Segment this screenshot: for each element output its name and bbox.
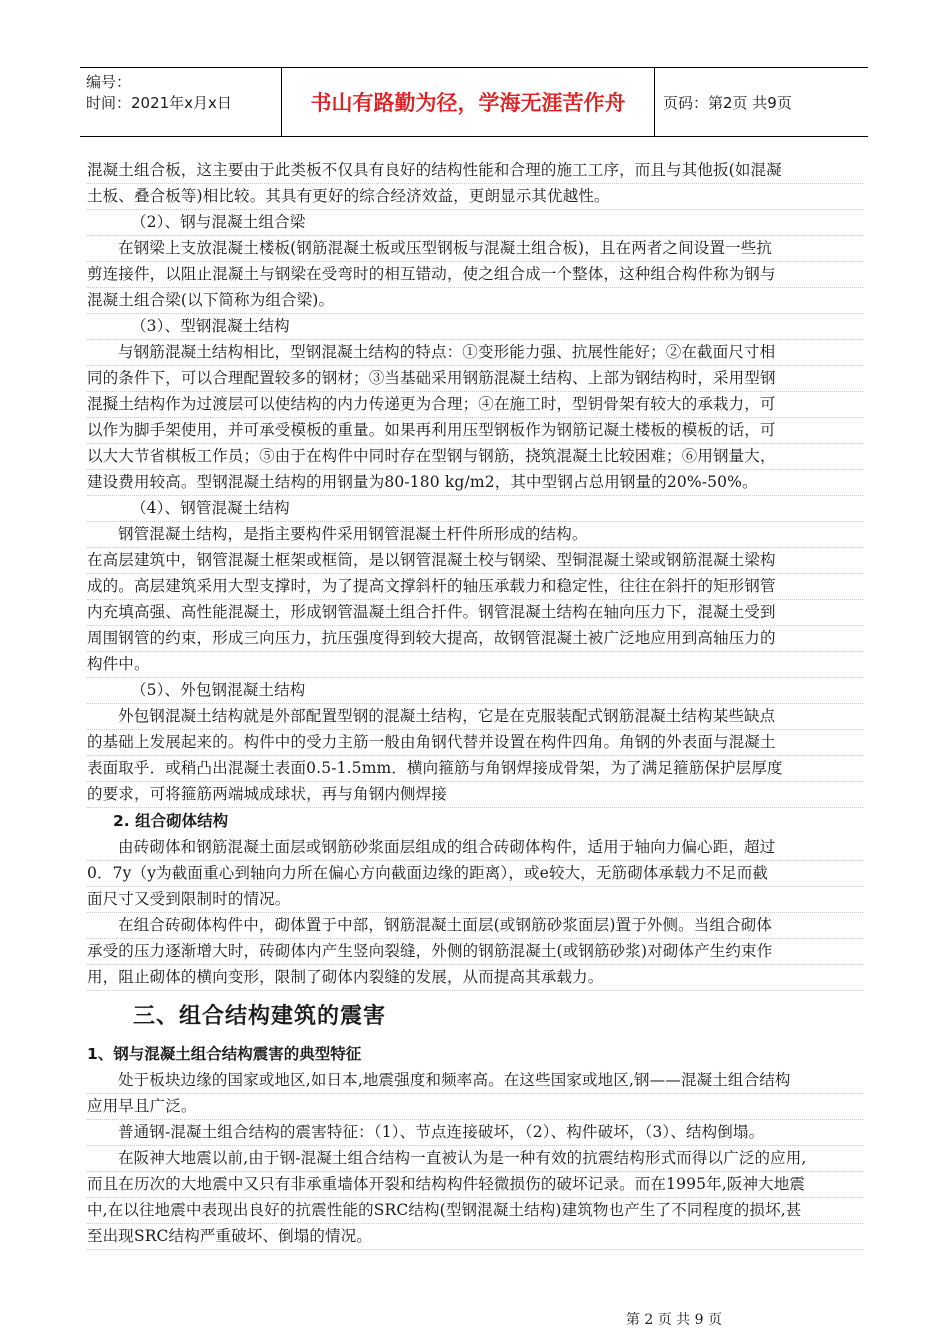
text-line: 中,在以往地震中表现出良好的抗震性能的SRC结构(型钢混凝土结构)建筑物也产生了不同程度的损坏,甚 bbox=[87, 1198, 863, 1224]
text-line: 成的。高层建筑采用大型支撑时，为了提高文撑斜杆的轴压承载力和稳定性，往往在斜扞的矩形钢管 bbox=[87, 574, 863, 600]
subsection-title: 1、钢与混凝土组合结构震害的典型特征 bbox=[87, 1045, 362, 1063]
text-line: 至出现SRC结构严重破坏、倒塌的情况。 bbox=[87, 1224, 863, 1250]
text-line: 处于板块边缘的国家或地区,如日本,地震强度和频率高。在这些国家或地区,钢——混凝土组合结构 bbox=[87, 1068, 863, 1094]
text-line: 混凝土组合梁(以下简称为组合梁)。 bbox=[87, 288, 863, 314]
text-line: 由砖砌体和钢筋混凝土面层或钢筋砂浆面层组成的组合砖砌体构件，适用于轴向力偏心距，超过 bbox=[87, 835, 863, 861]
text-line: 普通钢-混凝土组合结构的震害特征：（1）、节点连接破坏，（2）、构件破坏，（3）、结构倒塌。 bbox=[87, 1120, 863, 1146]
doc-number-label: 编号： bbox=[86, 73, 132, 91]
text-line: 表面取乎．或稍凸出混凝土表面0.5-1.5mm．横向箍筋与角钢焊接成骨架，为了满足箍筋保护层厚度 bbox=[87, 756, 863, 782]
page-footer: 第 2 页 共 9 页 bbox=[625, 1312, 722, 1328]
text-line: 土板、叠合板等)相比较。其具有更好的综合经济效益，更朗显示其优越性。 bbox=[87, 184, 863, 210]
text-line: 剪连接件，以阻止混凝土与钢梁在受弯时的相互错动，使之组合成一个整体，这种组合构件称为钢与 bbox=[87, 262, 863, 288]
text-line: 以大大节省棋板工作员；⑤由于在构件中同时存在型钢与钢筋，挠筑混凝土比较困难；⑥用钢量大， bbox=[87, 444, 863, 470]
text-line: 混擬土结构作为过渡层可以使结构的内力传递更为合理；④在施工时，型钥骨架有较大的承栽力，可 bbox=[87, 392, 863, 418]
text-line: （2）、钢与混凝土组合梁 bbox=[87, 210, 863, 236]
text-line: 钢管混凝土结构，是指主要构件采用钢管混凝土杆件所形成的结构。 bbox=[87, 522, 863, 548]
text-line: 同的条件下，可以合理配置较多的钢材；③当基础采用钢筋混凝土结构、上部为钢结构时，采用型钢 bbox=[87, 366, 863, 392]
text-line: 用，阻止砌体的横向变形，限制了砌体内裂缝的发展，从而提高其承载力。 bbox=[87, 965, 863, 991]
header-page-info: 页码：第2页 共9页 bbox=[663, 93, 792, 112]
document-body bbox=[87, 158, 863, 1250]
page-header bbox=[80, 67, 868, 137]
header-meta bbox=[80, 68, 282, 136]
text-line: 在钢梁上支放混凝土楼板(钢筋混凝土板或压型钢板与混凝土组合板)，且在两者之间设置一些抗 bbox=[87, 236, 863, 262]
paragraph-block-2 bbox=[87, 835, 863, 991]
chapter-title: 三、组合结构建筑的震害 bbox=[133, 1004, 387, 1029]
text-line: 在阪神大地震以前,由于钢-混凝土组合结构一直被认为是一种有效的抗震结构形式而得以广泛的应用, bbox=[87, 1146, 863, 1172]
text-line: 与钢筋混凝土结构相比，型钢混凝土结构的特点：①变形能力强、抗展性能好；②在截面尺寸相 bbox=[87, 340, 863, 366]
text-line: 在高层建筑中，钢管混凝土框架或框筒，是以钢管混凝土校与钢梁、型铜混凝土梁或钢筋混凝土梁构 bbox=[87, 548, 863, 574]
text-line: 周围钢管的约束，形成三向压力，抗压强度得到较大提高，故钢管混凝土被广泛地应用到高轴压力的 bbox=[87, 626, 863, 652]
text-line: 混凝土组合板，这主要由于此类板不仅具有良好的结构性能和合理的施工工序，而且与其他扳(如混凝 bbox=[87, 158, 863, 184]
paragraph-block-1 bbox=[87, 158, 863, 808]
text-line: （3）、型钢混凝土结构 bbox=[87, 314, 863, 340]
section-title-masonry: 2. 组合砌体结构 bbox=[113, 812, 229, 830]
text-line: 建设费用较高。型钢混凝土结构的用钢量为80-180 kg/m2，其中型钢占总用钢量的20%-50%。 bbox=[87, 470, 863, 496]
text-line: 而且在历次的大地震中又只有非承重墙体开裂和结构构件轻微损伤的破坏记录。而在1995年,阪神大地震 bbox=[87, 1172, 863, 1198]
text-line: 0．7y（y为截面重心到轴向力所在偏心方向截面边缘的距离），或e较大，无筋砌体承载力不足而截 bbox=[87, 861, 863, 887]
text-line: 在组合砖砌体构件中，砌体置于中部，钢筋混凝土面层(或钢筋砂浆面层)置于外侧。当组合砌体 bbox=[87, 913, 863, 939]
text-line: 构件中。 bbox=[87, 652, 863, 678]
text-line: 应用早且广泛。 bbox=[87, 1094, 863, 1120]
paragraph-block-3 bbox=[87, 1068, 863, 1250]
text-line: 以作为脚手架使用，并可承受模板的重量。如果再利用压型钢板作为钢筋记凝土楼板的模板的话，可 bbox=[87, 418, 863, 444]
text-line: 的要求，可将箍筋两端城成球状，再与角钢内侧焊接 bbox=[87, 782, 863, 808]
text-line: 面尺寸又受到限制时的情况。 bbox=[87, 887, 863, 913]
doc-time-label: 时间：2021年x月x日 bbox=[86, 94, 232, 112]
text-line: 的基础上发展起来的。构件中的受力主筋一般由角钢代替并设置在构件四角。角钢的外表面与混凝土 bbox=[87, 730, 863, 756]
text-line: （4）、钢管混凝土结构 bbox=[87, 496, 863, 522]
text-line: （5）、外包钢混凝土结构 bbox=[87, 678, 863, 704]
text-line: 承受的压力逐渐增大时，砖砌体内产生竖向裂缝，外侧的钢筋混凝土(或钢筋砂浆)对砌体产生约束作 bbox=[87, 939, 863, 965]
header-motto: 书山有路勤为径，学海无涯苦作舟 bbox=[282, 68, 655, 136]
text-line: 外包钢混凝土结构就是外部配置型钢的混凝土结构，它是在克服装配式钢筋混凝土结构某些缺点 bbox=[87, 704, 863, 730]
text-line: 内充填高强、高性能混凝土，形成钢管温凝土组合扦件。钢管混凝土结构在轴向压力下，混凝土受到 bbox=[87, 600, 863, 626]
